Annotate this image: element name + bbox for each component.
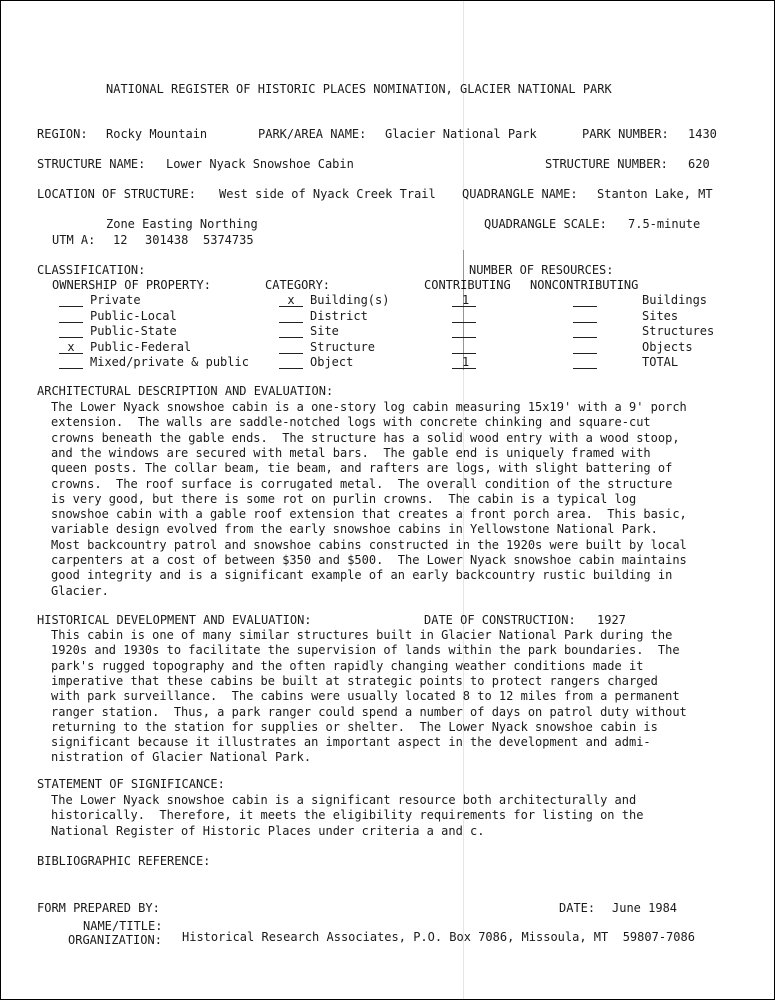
count-underline	[573, 353, 597, 354]
history-text-line: park's rugged topography and the often rapidly changing weather conditions made it	[51, 658, 644, 673]
classification-label: CLASSIFICATION:	[37, 263, 146, 277]
park-number-label: PARK NUMBER:	[582, 127, 669, 141]
organization-value: Historical Research Associates, P.O. Box 7086, Missoula, MT 59807-7086	[182, 930, 695, 944]
checkbox-underline	[279, 368, 303, 369]
resources-label: NUMBER OF RESOURCES:	[469, 263, 614, 277]
count-underline	[452, 322, 476, 323]
category-option-label: Site	[310, 324, 339, 338]
footer-date-label: DATE:	[559, 901, 596, 915]
architecture-text-line: and the windows are secured with metal bars. The gable end is uniquely framed with	[51, 445, 651, 460]
utm-northing: 5374735	[203, 233, 254, 247]
architecture-text-line: extension. The walls are saddle-notched logs with concrete chinking and square-cut	[51, 415, 651, 430]
checkbox-underline	[279, 337, 303, 338]
contributing-count	[452, 309, 476, 323]
quadrangle-scale-label: QUADRANGLE SCALE:	[484, 217, 607, 231]
count-underline	[573, 306, 597, 307]
utm-zone: 12	[113, 233, 128, 247]
contributing-count	[452, 293, 476, 307]
ownership-option-label: Public-Federal	[90, 340, 192, 354]
location-value: West side of Nyack Creek Trail	[219, 187, 436, 201]
noncontributing-count	[573, 324, 597, 338]
count-underline	[573, 337, 597, 338]
location-label: LOCATION OF STRUCTURE:	[37, 187, 196, 201]
structure-name-value: Lower Nyack Snowshoe Cabin	[166, 157, 354, 171]
architecture-text-line: is very good, but there is some rot on purlin crowns. The cabin is a typical log	[51, 491, 637, 506]
category-checkbox[interactable]	[279, 324, 303, 338]
history-text-line: returning to the station for supplies or shelter. The Lower Nyack snowshoe cabin is	[51, 719, 658, 734]
ownership-mark: x	[67, 340, 75, 354]
count-underline	[452, 353, 476, 354]
checkbox-underline	[59, 337, 83, 338]
quadrangle-name-label: QUADRANGLE NAME:	[462, 187, 578, 201]
history-text-line: significant because it illustrates an important aspect in the development and admi-	[51, 735, 651, 750]
resource-type-label: TOTAL	[642, 355, 679, 369]
noncontributing-count	[573, 355, 597, 369]
checkbox-underline	[279, 322, 303, 323]
category-checkbox[interactable]	[279, 309, 303, 323]
noncontributing-label: NONCONTRIBUTING	[530, 278, 639, 292]
construction-date-label: DATE OF CONSTRUCTION:	[424, 613, 576, 627]
category-checkbox[interactable]	[279, 355, 303, 369]
ownership-checkbox[interactable]	[59, 340, 83, 354]
architecture-text-line: The Lower Nyack snowshoe cabin is a one-story log cabin measuring 15x19' with a 9' porch	[51, 400, 687, 414]
significance-text-line: National Register of Historic Places under criteria a and c.	[51, 823, 485, 838]
structure-name-label: STRUCTURE NAME:	[37, 157, 146, 171]
noncontributing-count	[573, 293, 597, 307]
history-heading: HISTORICAL DEVELOPMENT AND EVALUATION:	[37, 613, 312, 627]
noncontributing-count	[573, 340, 597, 354]
construction-date-value: 1927	[597, 613, 626, 627]
park-number-value: 1430	[688, 127, 717, 141]
resource-type-label: Sites	[642, 309, 679, 323]
ownership-checkbox[interactable]	[59, 309, 83, 323]
organization-label: ORGANIZATION:	[68, 933, 162, 947]
resource-type-label: Structures	[642, 324, 715, 338]
contributing-value: 1	[462, 355, 470, 369]
checkbox-underline	[279, 353, 303, 354]
architecture-text-line: variable design evolved from the early snowshoe cabins in Yellowstone National Park.	[51, 522, 658, 537]
region-value: Rocky Mountain	[106, 127, 208, 141]
region-label: REGION:	[37, 127, 88, 141]
history-text-line: ranger station. Thus, a park ranger could spend a number of days on patrol duty without	[51, 704, 687, 719]
category-mark: x	[287, 293, 295, 307]
architecture-text-line: crowns. The roof surface is corrugated metal. The overall condition of the structure	[51, 476, 673, 491]
category-label: CATEGORY:	[265, 278, 331, 292]
architecture-text-line: snowshoe cabin with a gable roof extension that creates a front porch area. This basic,	[51, 507, 687, 522]
park-area-label: PARK/AREA NAME:	[258, 127, 367, 141]
count-underline	[573, 322, 597, 323]
checkbox-underline	[59, 368, 83, 369]
bibliography-heading: BIBLIOGRAPHIC REFERENCE:	[37, 854, 211, 868]
checkbox-underline	[59, 322, 83, 323]
architecture-text-line: carpenters at a cost of between $350 and $500. The Lower Nyack snowshoe cabin maintains	[51, 553, 687, 567]
architecture-text-line: good integrity and is a significant example of an early backcountry rustic building in	[51, 568, 673, 583]
significance-text-line: The Lower Nyack snowshoe cabin is a significant resource both architecturally and	[51, 793, 637, 807]
checkbox-underline	[59, 306, 83, 307]
ownership-option-label: Private	[90, 293, 141, 307]
name-title-label: NAME/TITLE:	[83, 919, 163, 933]
utm-label: UTM A:	[52, 233, 96, 247]
history-text-line: imperative that these cabins be built at strategic points to protect rangers charged	[51, 673, 658, 688]
significance-heading: STATEMENT OF SIGNIFICANCE:	[37, 777, 225, 791]
significance-text-line: historically. Therefore, it meets the eligibility requirements for listing on the	[51, 808, 644, 823]
category-option-label: Structure	[310, 340, 376, 354]
contributing-count	[452, 324, 476, 338]
architecture-text-line: queen posts. The collar beam, tie beam, and rafters are logs, with slight battering of	[51, 461, 673, 476]
resource-type-label: Objects	[642, 340, 693, 354]
contributing-value: 1	[462, 293, 470, 307]
page-title: NATIONAL REGISTER OF HISTORIC PLACES NOMINATION, GLACIER NATIONAL PARK	[106, 82, 612, 96]
history-text-line: nistration of Glacier National Park.	[51, 750, 312, 765]
category-checkbox[interactable]	[279, 293, 303, 307]
history-text-line: This cabin is one of many similar structures built in Glacier National Park during the	[51, 628, 673, 642]
ownership-checkbox[interactable]	[59, 293, 83, 307]
architecture-text-line: Most backcountry patrol and snowshoe cabins constructed in the 1920s were built by local	[51, 537, 687, 552]
architecture-heading: ARCHITECTURAL DESCRIPTION AND EVALUATION:	[37, 384, 334, 398]
ownership-option-label: Public-Local	[90, 309, 177, 323]
count-underline	[573, 368, 597, 369]
architecture-text-line: crowns beneath the gable ends. The structure has a solid wood entry with a wood stoop,	[51, 430, 680, 445]
footer-date-value: June 1984	[612, 901, 678, 915]
structure-number-label: STRUCTURE NUMBER:	[545, 157, 668, 171]
ownership-label: OWNERSHIP OF PROPERTY:	[52, 278, 211, 292]
history-text-line: 1920s and 1930s to facilitate the supervision of lands within the park boundaries. The	[51, 643, 680, 658]
category-option-label: Building(s)	[310, 293, 390, 307]
ownership-option-label: Public-State	[90, 324, 177, 338]
category-checkbox[interactable]	[279, 340, 303, 354]
utm-headers: Zone Easting Northing	[106, 217, 258, 231]
structure-number-value: 620	[688, 157, 710, 171]
contributing-label: CONTRIBUTING	[424, 278, 511, 292]
category-option-label: District	[310, 309, 368, 323]
noncontributing-count	[573, 309, 597, 323]
contributing-count	[452, 355, 476, 369]
count-underline	[452, 337, 476, 338]
category-option-label: Object	[310, 355, 354, 369]
ownership-checkbox[interactable]	[59, 324, 83, 338]
contributing-count	[452, 340, 476, 354]
ownership-option-label: Mixed/private & public	[90, 355, 249, 369]
architecture-text-line: Glacier.	[51, 583, 109, 598]
quadrangle-scale-value: 7.5-minute	[628, 217, 701, 231]
park-area-value: Glacier National Park	[385, 127, 537, 141]
ownership-checkbox[interactable]	[59, 355, 83, 369]
utm-easting: 301438	[145, 233, 189, 247]
quadrangle-name-value: Stanton Lake, MT	[597, 187, 713, 201]
resource-type-label: Buildings	[642, 293, 708, 307]
prepared-by-label: FORM PREPARED BY:	[37, 901, 160, 915]
history-text-line: with park surveillance. The cabins were usually located 8 to 12 miles from a permanent	[51, 689, 680, 704]
